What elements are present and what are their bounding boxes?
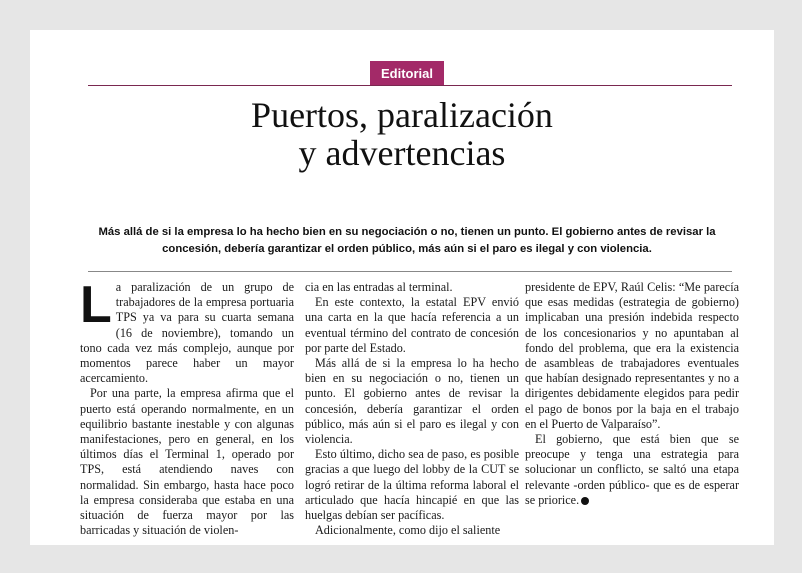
paragraph: Por una parte, la empresa afirma que el puerto está operando normalmente, en un equilibrio bastante inestable y con algunas manifestaciones, pero en general, en los últimos días el Terminal 1, operado por TPS, está atendiendo naves con normalidad. Sin embargo, hasta hace poco la empresa consideraba que estaba en una situación de fuerza mayor por las barricadas y situación de violen- <box>80 386 294 538</box>
body-column-2 <box>305 280 519 538</box>
article-title <box>30 96 774 172</box>
dropcap: L <box>80 276 112 334</box>
paragraph: En este contexto, la estatal EPV envió una carta en la que hacía referencia a un eventual término del contrato de concesión por parte del Estado. <box>305 295 519 355</box>
paragraph <box>525 432 739 508</box>
paragraph: Más allá de si la empresa lo ha hecho bien en su negociación o no, tienen un punto. El gobierno antes de revisar la concesión, debería garantizar el orden público, más aún si el paro es ilegal y con violencia. <box>305 356 519 447</box>
paragraph <box>80 276 294 386</box>
top-rule <box>88 85 732 86</box>
paragraph: Esto último, dicho sea de paso, es posible gracias a que luego del lobby de la CUT se logró retirar de la última reforma laboral el articulado que hacía hincapié en que las huelgas debían ser pacíficas. <box>305 447 519 523</box>
end-of-article-icon <box>581 497 589 505</box>
article-page <box>30 30 774 545</box>
lead-paragraph: Más allá de si la empresa lo ha hecho bien en su negociación o no, tienen un punto. El gobierno antes de revisar la concesión, debería garantizar el orden público, más aún si el paro es ilegal y con violencia. <box>98 226 716 255</box>
paragraph: cia en las entradas al terminal. <box>305 280 453 294</box>
section-tag: Editorial <box>370 61 444 85</box>
title-line-1: Puertos, paralización <box>251 95 553 135</box>
paragraph: presidente de EPV, Raúl Celis: “Me parecía que esas medidas (estrategia de gobierno) implicaban una presión indebida respecto de los concesionarios y no apuntaban al fondo del problema, que era la existencia de asambleas de trabajadores eventuales que habían designado representantes y no a dirigentes debidamente elegidos para pedir el pago de bonos por la baja en el trabajo en el Puerto de Valparaíso”. <box>525 280 739 431</box>
paragraph: Adicionalmente, como dijo el saliente <box>315 523 501 538</box>
body-column-3 <box>525 280 739 508</box>
divider-rule <box>88 271 732 272</box>
paragraph-text: a paralización de un grupo de trabajadores de la empresa portuaria TPS ya va para su cuarta semana (16 de noviembre), tomando un tono cada vez más complejo, aunque por momentos parece haber un mayor acercamiento. <box>80 280 294 386</box>
body-column-1 <box>80 276 294 538</box>
title-line-2: y advertencias <box>298 133 506 173</box>
paragraph-text: El gobierno, que está bien que se preocupe y tenga una estrategia para solucionar un conflicto, se saltó una etapa relevante -orden público- que es de esperar se priorice. <box>525 432 739 507</box>
